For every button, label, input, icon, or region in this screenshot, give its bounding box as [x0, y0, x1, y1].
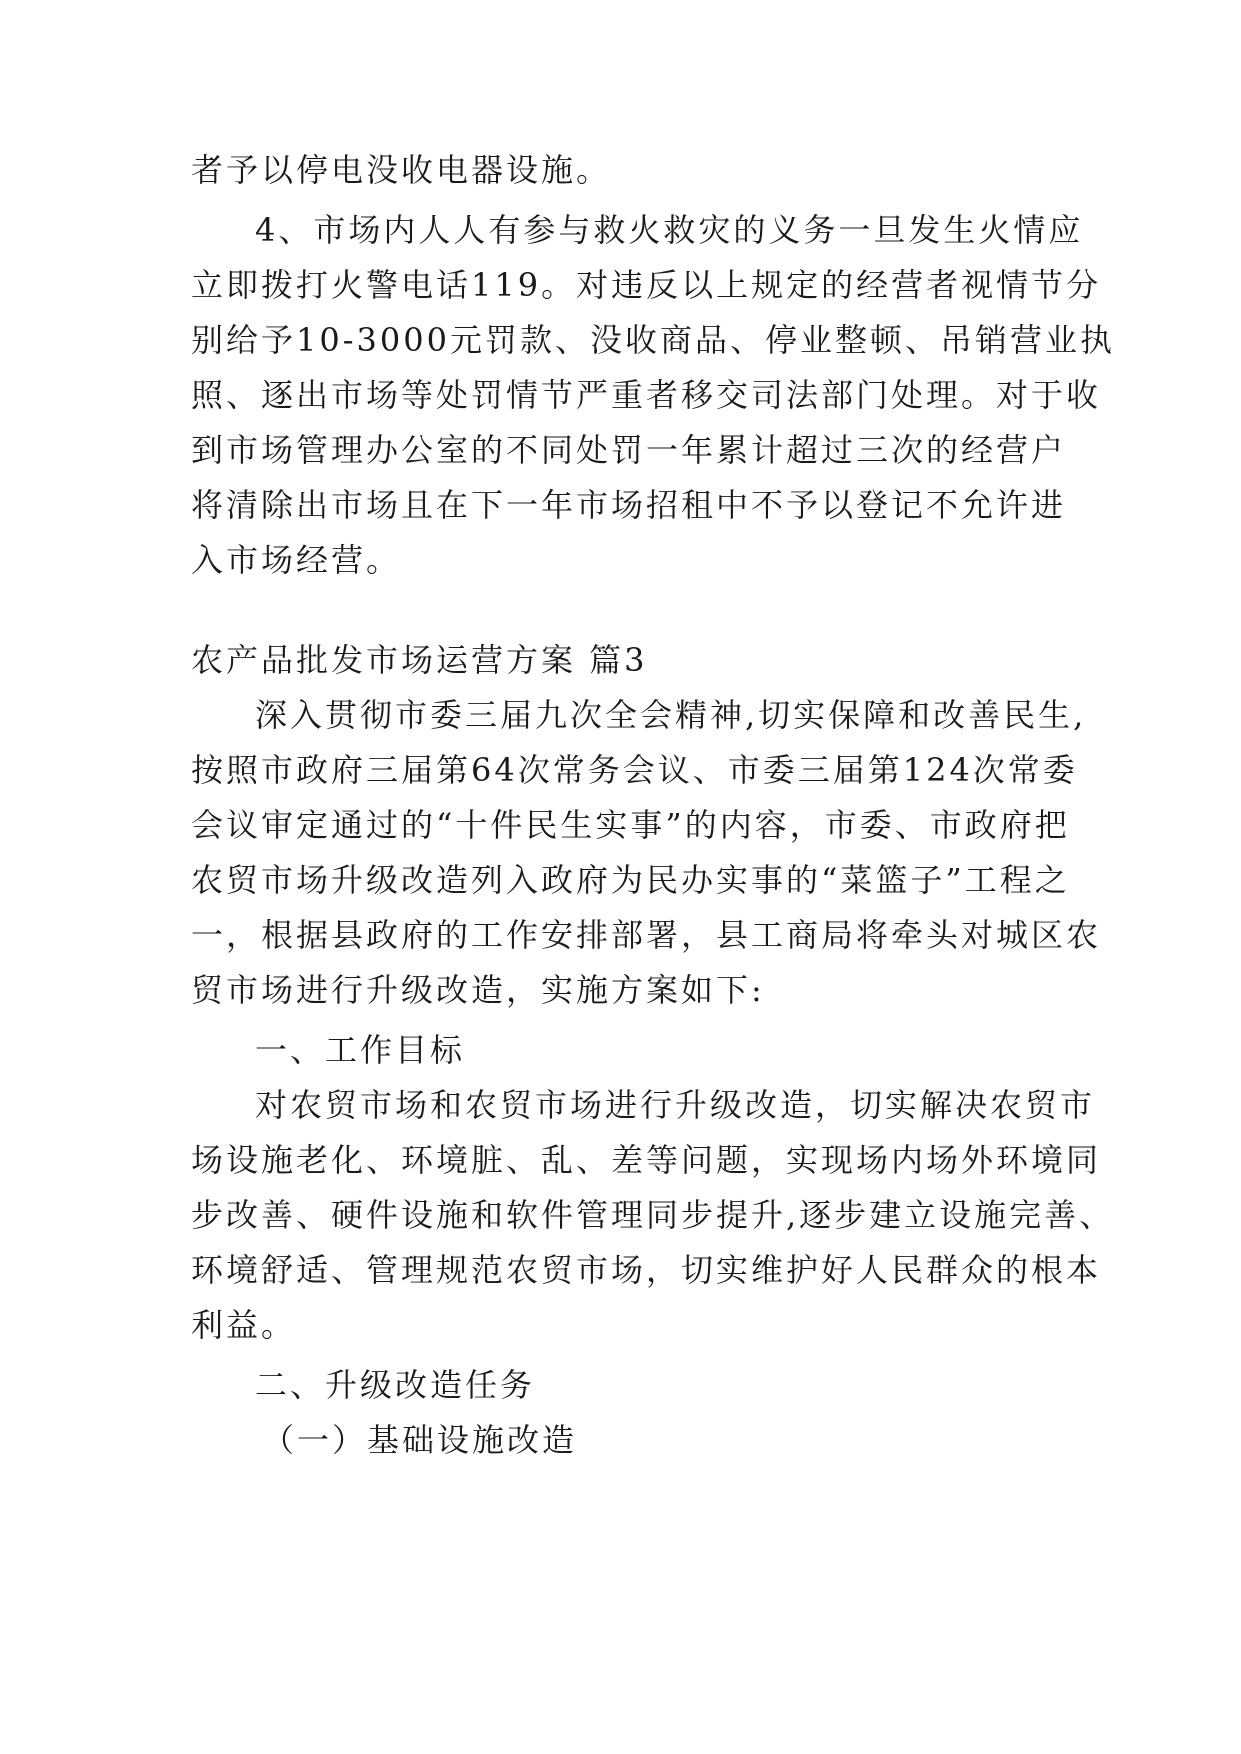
paragraph-line: 一，根据县政府的工作安排部署，县工商局将牵头对城区农 [191, 916, 1102, 954]
paragraph-line: 到市场管理办公室的不同处罚一年累计超过三次的经营户 [191, 431, 1067, 469]
section-title: 农产品批发市场运营方案 篇3 [191, 641, 648, 679]
paragraph-line: 4、市场内人人有参与救火救灾的义务一旦发生火情应 [255, 211, 1084, 249]
paragraph-line: 步改善、硬件设施和软件管理同步提升,逐步建立设施完善、 [191, 1196, 1115, 1234]
paragraph-line: 照、逐出市场等处罚情节严重者移交司法部门处理。对于收 [191, 376, 1102, 414]
paragraph-line: 入市场经营。 [191, 541, 402, 579]
heading-upgrade-tasks: 二、升级改造任务 [255, 1366, 536, 1404]
paragraph-line: 场设施老化、环境脏、乱、差等问题，实现场内场外环境同 [191, 1141, 1102, 1179]
paragraph-line: 会议审定通过的“十件民生实事”的内容，市委、市政府把 [191, 806, 1070, 844]
paragraph-line: 者予以停电没收电器设施。 [191, 151, 612, 189]
paragraph-line: 对农贸市场和农贸市场进行升级改造，切实解决农贸市 [255, 1086, 1096, 1124]
paragraph-line: 农贸市场升级改造列入政府为民办实事的“菜篮子”工程之 [191, 861, 1070, 899]
paragraph-line: 按照市政府三届第64次常务会议、市委三届第124次常委 [191, 751, 1078, 789]
heading-work-goal: 一、工作目标 [255, 1031, 466, 1069]
paragraph-line: 别给予10-3000元罚款、没收商品、停业整顿、吊销营业执 [191, 321, 1115, 359]
paragraph-line: 环境舒适、管理规范农贸市场，切实维护好人民群众的根本 [191, 1251, 1102, 1289]
paragraph-line: 深入贯彻市委三届九次全会精神,切实保障和改善民生, [255, 696, 1087, 734]
paragraph-line: 立即拨打火警电话119。对违反以上规定的经营者视情节分 [191, 266, 1102, 304]
paragraph-line: 将清除出市场且在下一年市场招租中不予以登记不允许进 [191, 486, 1067, 524]
paragraph-line: 贸市场进行升级改造，实施方案如下: [191, 971, 765, 1009]
heading-infrastructure: （一）基础设施改造 [262, 1421, 578, 1459]
paragraph-line: 利益。 [191, 1306, 297, 1344]
